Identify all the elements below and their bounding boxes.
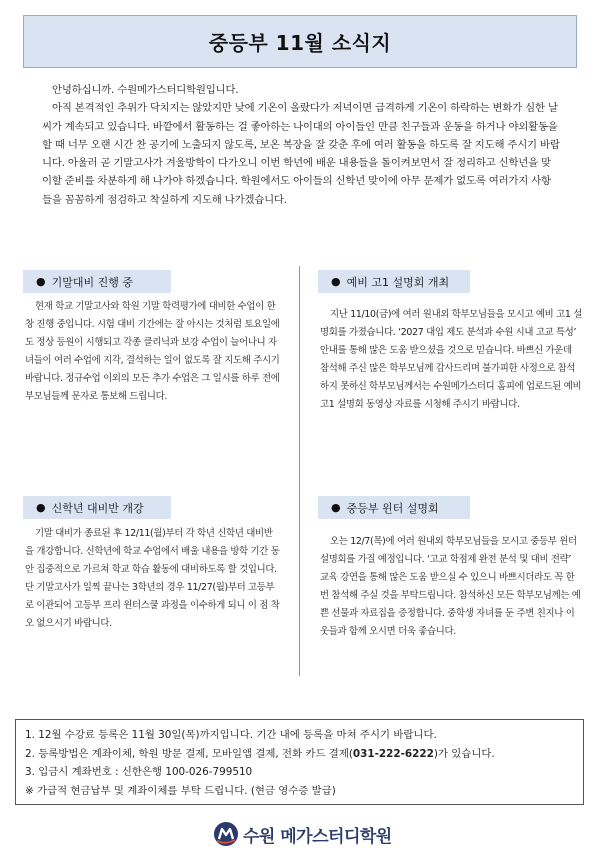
notice-line-4: ※ 가급적 현금납부 및 계좌이체를 부탁 드립니다. (현금 영수증 발급) <box>25 784 336 797</box>
column-divider <box>299 266 300 676</box>
academy-logo <box>213 816 392 852</box>
intro-greeting: 안녕하십니까. 수원메가스터디학원입니다. <box>52 84 239 96</box>
section-header-pre-high-seminar <box>318 270 470 293</box>
bullet-icon: ● <box>36 275 46 288</box>
section-body-pre-high-seminar <box>320 306 582 414</box>
notice-line-2-text: 2. 등록방법은 계좌이체, 학원 방문 결제, 모바일앱 결제, 전화 카드 결제( <box>25 747 353 760</box>
registration-notice-box <box>15 719 584 805</box>
notice-line-2-end: )가 있습니다. <box>433 747 495 760</box>
bullet-icon: ● <box>36 501 46 514</box>
intro-body: 아직 본격적인 추위가 닥치지는 않았지만 낮에 기온이 올랐다가 저녁이면 급격하게 기온이 하락하는 변화가 심한 날씨가 계속되고 있습니다. 바깥에서 활동하는 걸 좋아하는 나이대의 아이들인 만큼 친구들과 운동을 하거나 야외활동을 할 때 너무 오랜 시간 찬 공기에 노출되지 않도록, 보온 복장을 잘 갖춘 후에 여러 활동을 하도록 잘 지도해 주시기 바랍니다. 아울러 곧 기말고사가 겨울방학이 다가오니 이번 학년에 배운 내용들을 돌이켜보면서 잘 정리하고 신학년을 맞이할 준비를 차분하게 해 나가야 하겠습니다. 학원에서도 아이들의 신학년 맞이에 아무 문제가 없도록 여러가지 사항들을 꼼꼼하게 점검하고 착실하게 지도해 나가겠습니다. <box>42 102 560 206</box>
section-header-new-grade-class <box>23 496 171 519</box>
academy-logo-text: 수원 메가스터디학원 <box>243 826 392 847</box>
section-body-text: 오는 12/7(목)에 여러 원내외 학부모님들을 모시고 중등부 윈터 설명회를 가질 예정입니다. ‘고교 학점제 완전 분석 및 대비 전략’ 교육 강연을 통해 많은 도움 받으실 수 있으니 바쁘시더라도 꼭 한번 참석해 주실 것을 부탁드립니다. 참석하신 모든 학부모님께는 예쁜 선물과 자료집을 증정합니다. 중학생 자녀를 둔 주변 친지나 이웃들과 함께 오시면 더욱 좋습니다. <box>320 536 581 637</box>
notice-line-2 <box>25 745 583 764</box>
section-header-final-exam <box>23 270 171 293</box>
section-body-winter-seminar <box>320 533 582 641</box>
section-title: 중등부 윈터 설명회 <box>346 501 439 515</box>
notice-line-3: 3. 입금시 계좌번호 : 신한은행 100-026-799510 <box>25 766 253 778</box>
notice-line-1: 1. 12월 수강료 등록은 11월 30일(목)까지입니다. 기간 내에 등록을 마쳐 주시기 바랍니다. <box>25 729 437 741</box>
newsletter-title: 중등부 11월 소식지 <box>23 15 577 68</box>
bullet-icon: ● <box>331 275 341 288</box>
section-body-final-exam <box>25 298 281 406</box>
megastudy-m-icon <box>213 821 239 847</box>
section-body-text: 지난 11/10(금)에 여러 원내외 학부모님들을 모시고 예비 고1 설명회를 가졌습니다. ‘2027 대입 제도 분석과 수원 시내 고교 특성’ 안내를 통해 많은 도움 받으셨을 것으로 믿습니다. 바쁘신 가운데 참석해 주신 많은 학부모님께 감사드리며 불가피한 사정으로 참석하지 못하신 학부모님께서는 수원메가스터디 홈피에 업로드된 예비 고1 설명회 동영상 자료를 시청해 주시기 바랍니다. <box>320 309 582 410</box>
bullet-icon: ● <box>331 501 341 514</box>
section-body-text: 기말 대비가 종료된 후 12/11(월)부터 각 학년 신학년 대비반을 개강합니다. 신학년에 학교 수업에서 배울 내용을 방학 기간 동안 집중적으로 가르쳐 학교 학습 활동에 대비하도록 할 것입니다. 단 기말고사가 일찍 끝나는 3학년의 경우 11/27(월)부터 고등부로 이관되어 고등부 프리 윈터스쿨 과정을 이수하게 되니 이 점 착오 없으시기 바랍니다. <box>25 528 280 629</box>
intro-text <box>42 81 560 209</box>
section-title: 기말대비 진행 중 <box>51 275 133 289</box>
phone-number: 031-222-6222 <box>352 747 434 760</box>
section-body-new-grade-class <box>25 525 281 633</box>
section-title: 예비 고1 설명회 개최 <box>346 275 450 289</box>
section-header-winter-seminar <box>318 496 470 519</box>
section-body-text: 현재 학교 기말고사와 학원 기말 학력평가에 대비한 수업이 한창 진행 중입니다. 시험 대비 기간에는 잘 아시는 것처럼 토요일에도 정상 등원이 시행되고 각종 클리닉과 보강 수업이 늘어나니 자녀들이 여러 수업에 지각, 결석하는 일이 없도록 잘 지도해 주시기 바랍니다. 정규수업 이외의 모든 추가 수업은 그 일시를 하루 전에 부모님들께 문자로 통보해 드립니다. <box>25 301 280 402</box>
section-title: 신학년 대비반 개강 <box>51 501 144 515</box>
